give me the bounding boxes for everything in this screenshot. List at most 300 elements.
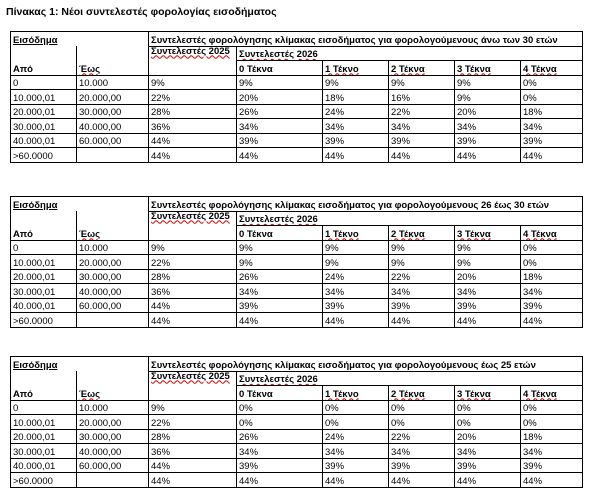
children-header-cell bbox=[323, 61, 389, 76]
children-header-cell bbox=[521, 226, 583, 241]
rate-2026: 9% bbox=[325, 243, 339, 254]
rate-2026: 26% bbox=[239, 432, 259, 443]
income-from: 20.000,01 bbox=[13, 272, 56, 283]
income-to: 60.000,00 bbox=[79, 301, 122, 312]
rate-2026-cell bbox=[323, 473, 389, 488]
rate-2026-cell bbox=[237, 240, 323, 255]
income-to: 20.000,00 bbox=[79, 92, 122, 104]
children-header-cell bbox=[455, 386, 521, 401]
income-from: 10.000,01 bbox=[13, 417, 56, 429]
rate-2026: 39% bbox=[239, 461, 259, 472]
rate-2026-cell bbox=[323, 269, 389, 284]
table-column-header-row bbox=[11, 61, 583, 76]
rate-2026-cell bbox=[323, 133, 389, 148]
rate-2026: 22% bbox=[391, 432, 411, 443]
rate-2025-cell bbox=[149, 75, 237, 90]
children-header-cell bbox=[521, 386, 583, 401]
rate-2026: 9% bbox=[457, 92, 471, 104]
rate-2026-cell bbox=[455, 75, 521, 90]
rate-2026-cell bbox=[521, 90, 583, 105]
table-subheader-row bbox=[11, 211, 583, 226]
rate-2026-cell bbox=[521, 104, 583, 119]
rate-2026: 44% bbox=[239, 475, 259, 487]
rate-2026-cell bbox=[389, 269, 455, 284]
income-to-cell bbox=[77, 119, 149, 134]
rate-2026: 20% bbox=[457, 272, 477, 283]
income-to: 10.000 bbox=[79, 78, 109, 89]
children-label: 3 Τέκνα bbox=[457, 388, 491, 400]
rate-2026-cell bbox=[323, 240, 389, 255]
children-header-cell bbox=[237, 386, 323, 401]
children-label: 1 Τέκνο bbox=[325, 63, 359, 75]
rate-2026-cell bbox=[323, 458, 389, 473]
income-from-cell bbox=[11, 269, 77, 284]
children-header-cell bbox=[389, 61, 455, 76]
income-from-cell bbox=[11, 75, 77, 90]
income-from: >60.0000 bbox=[13, 315, 53, 327]
rate-2026: 44% bbox=[457, 475, 477, 487]
rate-2026: 16% bbox=[391, 92, 411, 104]
rate-2026-cell bbox=[455, 133, 521, 148]
rate-2025: 36% bbox=[151, 286, 171, 298]
rate-2026-cell bbox=[237, 473, 323, 488]
rate-2026: 0% bbox=[523, 78, 537, 89]
income-from: 0 bbox=[13, 78, 19, 89]
table-title-cell bbox=[149, 197, 583, 212]
rate-2026: 34% bbox=[239, 121, 259, 133]
rate-2026-cell bbox=[521, 400, 583, 415]
income-to-cell bbox=[77, 75, 149, 90]
rate-2026: 34% bbox=[325, 446, 345, 458]
rate-2026-cell bbox=[389, 473, 455, 488]
table-header-row bbox=[11, 357, 583, 372]
income-to-cell bbox=[77, 444, 149, 459]
income-to-cell bbox=[77, 148, 149, 163]
rate-2025: 36% bbox=[151, 446, 171, 458]
rate-2026: 34% bbox=[457, 286, 477, 298]
rate-2026: 26% bbox=[239, 272, 259, 283]
rate-2025: 44% bbox=[151, 475, 171, 487]
rate-2026: 39% bbox=[391, 301, 411, 312]
income-from: 20.000,01 bbox=[13, 107, 56, 118]
rate-2026: 0% bbox=[391, 403, 405, 414]
rate-2026-cell bbox=[455, 444, 521, 459]
rate-2026-cell bbox=[455, 415, 521, 430]
income-to-cell bbox=[77, 104, 149, 119]
rate-2026-cell bbox=[323, 415, 389, 430]
rate-2026: 34% bbox=[239, 286, 259, 298]
rate-2026-cell bbox=[521, 75, 583, 90]
table-title: Συντελεστές φορολόγησης κλίμακας εισοδήματος για φορολογούμενους 26 έως 30 ετών bbox=[151, 199, 550, 211]
income-from: 30.000,01 bbox=[13, 121, 56, 133]
rate-2025: 44% bbox=[151, 136, 171, 147]
table-row bbox=[11, 284, 583, 299]
rate-2025: 22% bbox=[151, 257, 171, 269]
rate-2026: 44% bbox=[325, 315, 345, 327]
income-from-cell bbox=[11, 429, 77, 444]
income-to-cell bbox=[77, 313, 149, 328]
rate-2026-cell bbox=[521, 298, 583, 313]
rate-2026: 34% bbox=[391, 446, 411, 458]
rate-2026: 18% bbox=[523, 272, 543, 283]
rate-2026: 9% bbox=[391, 78, 405, 89]
income-from-cell bbox=[11, 284, 77, 299]
table-row bbox=[11, 444, 583, 459]
rate-2026-cell bbox=[455, 458, 521, 473]
rate-2026-cell bbox=[521, 240, 583, 255]
rate-2026-cell bbox=[389, 104, 455, 119]
rate-2026: 34% bbox=[523, 121, 543, 133]
children-label: 4 Τέκνα bbox=[523, 388, 557, 400]
children-header-cell bbox=[237, 61, 323, 76]
rate-2026: 0% bbox=[523, 403, 537, 414]
income-from: 40.000,01 bbox=[13, 136, 56, 147]
page-title: Πίνακας 1: Νέοι συντελεστές φορολογίας εισοδήματος bbox=[6, 6, 277, 18]
rates-2025-header-cell bbox=[149, 371, 237, 400]
rate-2025: 9% bbox=[151, 403, 165, 414]
rate-2026-cell bbox=[389, 429, 455, 444]
rate-2026-cell bbox=[389, 444, 455, 459]
rate-2025-cell bbox=[149, 90, 237, 105]
rate-2025: 36% bbox=[151, 121, 171, 133]
rate-2026: 9% bbox=[457, 243, 471, 254]
rates-2025-label: Συντελεστές 2025 bbox=[151, 371, 230, 382]
table-title: Συντελεστές φορολόγησης κλίμακας εισοδήματος για φορολογούμενους έως 25 ετών bbox=[151, 359, 536, 371]
income-to: 30.000,00 bbox=[79, 272, 122, 283]
rate-2026: 44% bbox=[391, 315, 411, 327]
rate-2026-cell bbox=[455, 473, 521, 488]
income-from: 20.000,01 bbox=[13, 432, 56, 443]
table-row bbox=[11, 104, 583, 119]
table-column-header-row bbox=[11, 226, 583, 241]
tax-rate-table bbox=[10, 356, 583, 488]
rate-2026-cell bbox=[237, 313, 323, 328]
rate-2026: 0% bbox=[239, 417, 253, 429]
rate-2026-cell bbox=[389, 313, 455, 328]
rate-2025: 44% bbox=[151, 150, 171, 162]
rate-2026: 39% bbox=[457, 301, 477, 312]
rate-2026: 44% bbox=[391, 475, 411, 487]
rate-2026-cell bbox=[455, 298, 521, 313]
income-label: Εισόδημα bbox=[13, 200, 58, 211]
rate-2025: 44% bbox=[151, 461, 171, 472]
rate-2026: 39% bbox=[391, 136, 411, 147]
rate-2026: 34% bbox=[391, 286, 411, 298]
rate-2025-cell bbox=[149, 255, 237, 270]
rate-2025-cell bbox=[149, 415, 237, 430]
income-from: 30.000,01 bbox=[13, 446, 56, 458]
income-to-cell bbox=[77, 473, 149, 488]
income-header-cell bbox=[11, 32, 149, 47]
table-title: Συντελεστές φορολόγησης κλίμακας εισοδήματος για φορολογούμενους άνω των 30 ετών bbox=[151, 34, 558, 46]
table-title-cell bbox=[149, 357, 583, 372]
rate-2025: 22% bbox=[151, 417, 171, 429]
income-to-cell bbox=[77, 298, 149, 313]
rate-2026: 34% bbox=[457, 121, 477, 133]
table-row bbox=[11, 240, 583, 255]
to-label-cell bbox=[77, 61, 149, 76]
rate-2025-cell bbox=[149, 458, 237, 473]
table-row bbox=[11, 75, 583, 90]
rate-2025: 9% bbox=[151, 78, 165, 89]
to-header-cell bbox=[77, 46, 149, 61]
children-label: 2 Τέκνα bbox=[391, 388, 425, 400]
to-header-cell bbox=[77, 211, 149, 226]
income-to-cell bbox=[77, 90, 149, 105]
rate-2026-cell bbox=[323, 75, 389, 90]
children-label: 2 Τέκνα bbox=[391, 63, 425, 75]
table-row bbox=[11, 313, 583, 328]
rate-2026-cell bbox=[389, 119, 455, 134]
rate-2026-cell bbox=[323, 119, 389, 134]
income-from-cell bbox=[11, 458, 77, 473]
table-row bbox=[11, 269, 583, 284]
rate-2026-cell bbox=[237, 298, 323, 313]
income-from-cell bbox=[11, 240, 77, 255]
rate-2026: 39% bbox=[457, 461, 477, 472]
rate-2026: 39% bbox=[523, 461, 543, 472]
income-header-cell bbox=[11, 197, 149, 212]
income-to: 10.000 bbox=[79, 403, 109, 414]
income-to-cell bbox=[77, 269, 149, 284]
rate-2025-cell bbox=[149, 240, 237, 255]
rate-2026-cell bbox=[455, 269, 521, 284]
rate-2026: 34% bbox=[325, 286, 345, 298]
rate-2026-cell bbox=[237, 255, 323, 270]
rate-2026-cell bbox=[389, 458, 455, 473]
rate-2026: 44% bbox=[523, 150, 543, 162]
rate-2026-cell bbox=[389, 400, 455, 415]
income-to-cell bbox=[77, 284, 149, 299]
income-from: 0 bbox=[13, 243, 19, 254]
table-header-row bbox=[11, 32, 583, 47]
rate-2026: 44% bbox=[457, 315, 477, 327]
rate-2026: 9% bbox=[239, 257, 253, 269]
income-from-cell bbox=[11, 313, 77, 328]
rate-2026-cell bbox=[323, 148, 389, 163]
rate-2026-cell bbox=[323, 400, 389, 415]
rates-2026-label: Συντελεστές 2026 bbox=[239, 49, 318, 60]
rate-2025: 28% bbox=[151, 432, 171, 443]
table-header-row bbox=[11, 197, 583, 212]
to-label-cell bbox=[77, 226, 149, 241]
rate-2025-cell bbox=[149, 298, 237, 313]
tax-rate-table bbox=[10, 196, 583, 328]
rate-2026: 20% bbox=[457, 432, 477, 443]
income-to: 30.000,00 bbox=[79, 107, 122, 118]
rate-2026-cell bbox=[521, 429, 583, 444]
from-label: Από bbox=[13, 228, 33, 240]
rate-2026-cell bbox=[323, 255, 389, 270]
table-row bbox=[11, 298, 583, 313]
rate-2026: 39% bbox=[325, 461, 345, 472]
to-label: Έως bbox=[79, 228, 101, 240]
income-to: 40.000,00 bbox=[79, 121, 122, 133]
from-label: Από bbox=[13, 388, 33, 400]
rate-2026-cell bbox=[521, 269, 583, 284]
income-to-cell bbox=[77, 240, 149, 255]
rate-2025-cell bbox=[149, 400, 237, 415]
rate-2026-cell bbox=[455, 313, 521, 328]
income-to-cell bbox=[77, 458, 149, 473]
income-to: 20.000,00 bbox=[79, 257, 122, 269]
rates-2025-label: Συντελεστές 2025 bbox=[151, 46, 230, 57]
rate-2026: 44% bbox=[391, 150, 411, 162]
children-label: 0 Τέκνα bbox=[239, 63, 273, 75]
rate-2026: 44% bbox=[325, 475, 345, 487]
children-label: 1 Τέκνο bbox=[325, 388, 359, 400]
children-label: 0 Τέκνα bbox=[239, 228, 273, 240]
children-label: 1 Τέκνο bbox=[325, 228, 359, 240]
rate-2026-cell bbox=[455, 400, 521, 415]
income-from-cell bbox=[11, 298, 77, 313]
rate-2025-cell bbox=[149, 269, 237, 284]
income-from-cell bbox=[11, 415, 77, 430]
income-to: 20.000,00 bbox=[79, 417, 122, 429]
rate-2026: 9% bbox=[239, 243, 253, 254]
rate-2026: 18% bbox=[325, 92, 345, 104]
rate-2026-cell bbox=[521, 415, 583, 430]
rate-2026-cell bbox=[237, 75, 323, 90]
rate-2026: 0% bbox=[457, 403, 471, 414]
income-to: 60.000,00 bbox=[79, 461, 122, 472]
income-to-cell bbox=[77, 133, 149, 148]
rate-2026: 34% bbox=[523, 446, 543, 458]
rate-2026-cell bbox=[323, 104, 389, 119]
rate-2026: 0% bbox=[325, 403, 339, 414]
rate-2026: 34% bbox=[239, 446, 259, 458]
from-label: Από bbox=[13, 63, 33, 75]
rate-2026-cell bbox=[455, 240, 521, 255]
children-label: 4 Τέκνα bbox=[523, 63, 557, 75]
rate-2026: 9% bbox=[457, 78, 471, 89]
rate-2026-cell bbox=[323, 90, 389, 105]
income-from-cell bbox=[11, 400, 77, 415]
table-column-header-row bbox=[11, 386, 583, 401]
children-header-cell bbox=[237, 226, 323, 241]
rate-2026-cell bbox=[237, 148, 323, 163]
rates-2026-header-cell bbox=[237, 211, 583, 226]
table-subheader-row bbox=[11, 46, 583, 61]
rate-2026: 0% bbox=[523, 243, 537, 254]
from-label-cell bbox=[11, 61, 77, 76]
rate-2026: 39% bbox=[523, 301, 543, 312]
children-label: 0 Τέκνα bbox=[239, 388, 273, 400]
from-header-cell bbox=[11, 46, 77, 61]
rate-2026-cell bbox=[237, 90, 323, 105]
children-header-cell bbox=[389, 386, 455, 401]
income-from-cell bbox=[11, 473, 77, 488]
rate-2026: 44% bbox=[239, 150, 259, 162]
rate-2026: 44% bbox=[523, 475, 543, 487]
from-label-cell bbox=[11, 226, 77, 241]
rate-2026-cell bbox=[237, 104, 323, 119]
rate-2026: 9% bbox=[391, 243, 405, 254]
rate-2025: 22% bbox=[151, 92, 171, 104]
from-header-cell bbox=[11, 371, 77, 386]
rate-2025-cell bbox=[149, 284, 237, 299]
rate-2026: 44% bbox=[457, 150, 477, 162]
children-label: 3 Τέκνα bbox=[457, 63, 491, 75]
table-row bbox=[11, 400, 583, 415]
income-from-cell bbox=[11, 90, 77, 105]
rate-2026: 34% bbox=[457, 446, 477, 458]
rate-2026-cell bbox=[389, 415, 455, 430]
rate-2026-cell bbox=[455, 119, 521, 134]
from-label-cell bbox=[11, 386, 77, 401]
children-header-cell bbox=[455, 226, 521, 241]
income-from: 40.000,01 bbox=[13, 301, 56, 312]
children-label: 3 Τέκνα bbox=[457, 228, 491, 240]
rate-2026: 9% bbox=[239, 78, 253, 89]
rate-2026-cell bbox=[237, 284, 323, 299]
rate-2026: 39% bbox=[523, 136, 543, 147]
income-to-cell bbox=[77, 255, 149, 270]
rate-2026-cell bbox=[521, 284, 583, 299]
rate-2025-cell bbox=[149, 133, 237, 148]
children-label: 4 Τέκνα bbox=[523, 228, 557, 240]
income-from: >60.0000 bbox=[13, 150, 53, 162]
rate-2026: 0% bbox=[325, 417, 339, 429]
income-to: 40.000,00 bbox=[79, 286, 122, 298]
rates-2026-label: Συντελεστές 2026 bbox=[239, 214, 318, 225]
children-header-cell bbox=[323, 226, 389, 241]
income-from: 0 bbox=[13, 403, 19, 414]
rates-2025-header-cell bbox=[149, 46, 237, 75]
table-row bbox=[11, 473, 583, 488]
rate-2025-cell bbox=[149, 104, 237, 119]
to-header-cell bbox=[77, 371, 149, 386]
rate-2025: 28% bbox=[151, 272, 171, 283]
rate-2026-cell bbox=[323, 284, 389, 299]
rate-2026: 9% bbox=[457, 257, 471, 269]
rate-2026-cell bbox=[389, 284, 455, 299]
income-from: 10.000,01 bbox=[13, 257, 56, 269]
rate-2025-cell bbox=[149, 313, 237, 328]
rate-2026-cell bbox=[323, 298, 389, 313]
income-from-cell bbox=[11, 119, 77, 134]
rate-2026: 24% bbox=[325, 432, 345, 443]
income-to-cell bbox=[77, 415, 149, 430]
rates-2025-header-cell bbox=[149, 211, 237, 240]
table-row bbox=[11, 255, 583, 270]
rate-2026: 34% bbox=[325, 121, 345, 133]
income-from: 40.000,01 bbox=[13, 461, 56, 472]
children-header-cell bbox=[389, 226, 455, 241]
rate-2026: 18% bbox=[523, 432, 543, 443]
rate-2026: 9% bbox=[325, 257, 339, 269]
income-from-cell bbox=[11, 133, 77, 148]
tax-rate-table bbox=[10, 31, 583, 163]
rate-2026-cell bbox=[389, 298, 455, 313]
rates-2026-label: Συντελεστές 2026 bbox=[239, 374, 318, 385]
rate-2025-cell bbox=[149, 119, 237, 134]
income-label: Εισόδημα bbox=[13, 35, 58, 46]
table-row bbox=[11, 458, 583, 473]
rate-2026: 9% bbox=[325, 78, 339, 89]
table-row bbox=[11, 119, 583, 134]
rate-2026-cell bbox=[455, 148, 521, 163]
table-row bbox=[11, 148, 583, 163]
children-header-cell bbox=[521, 61, 583, 76]
rate-2026-cell bbox=[389, 148, 455, 163]
rate-2025: 44% bbox=[151, 315, 171, 327]
rate-2026: 39% bbox=[239, 136, 259, 147]
table-row bbox=[11, 429, 583, 444]
rate-2025-cell bbox=[149, 429, 237, 444]
children-label: 2 Τέκνα bbox=[391, 228, 425, 240]
rate-2026-cell bbox=[323, 444, 389, 459]
